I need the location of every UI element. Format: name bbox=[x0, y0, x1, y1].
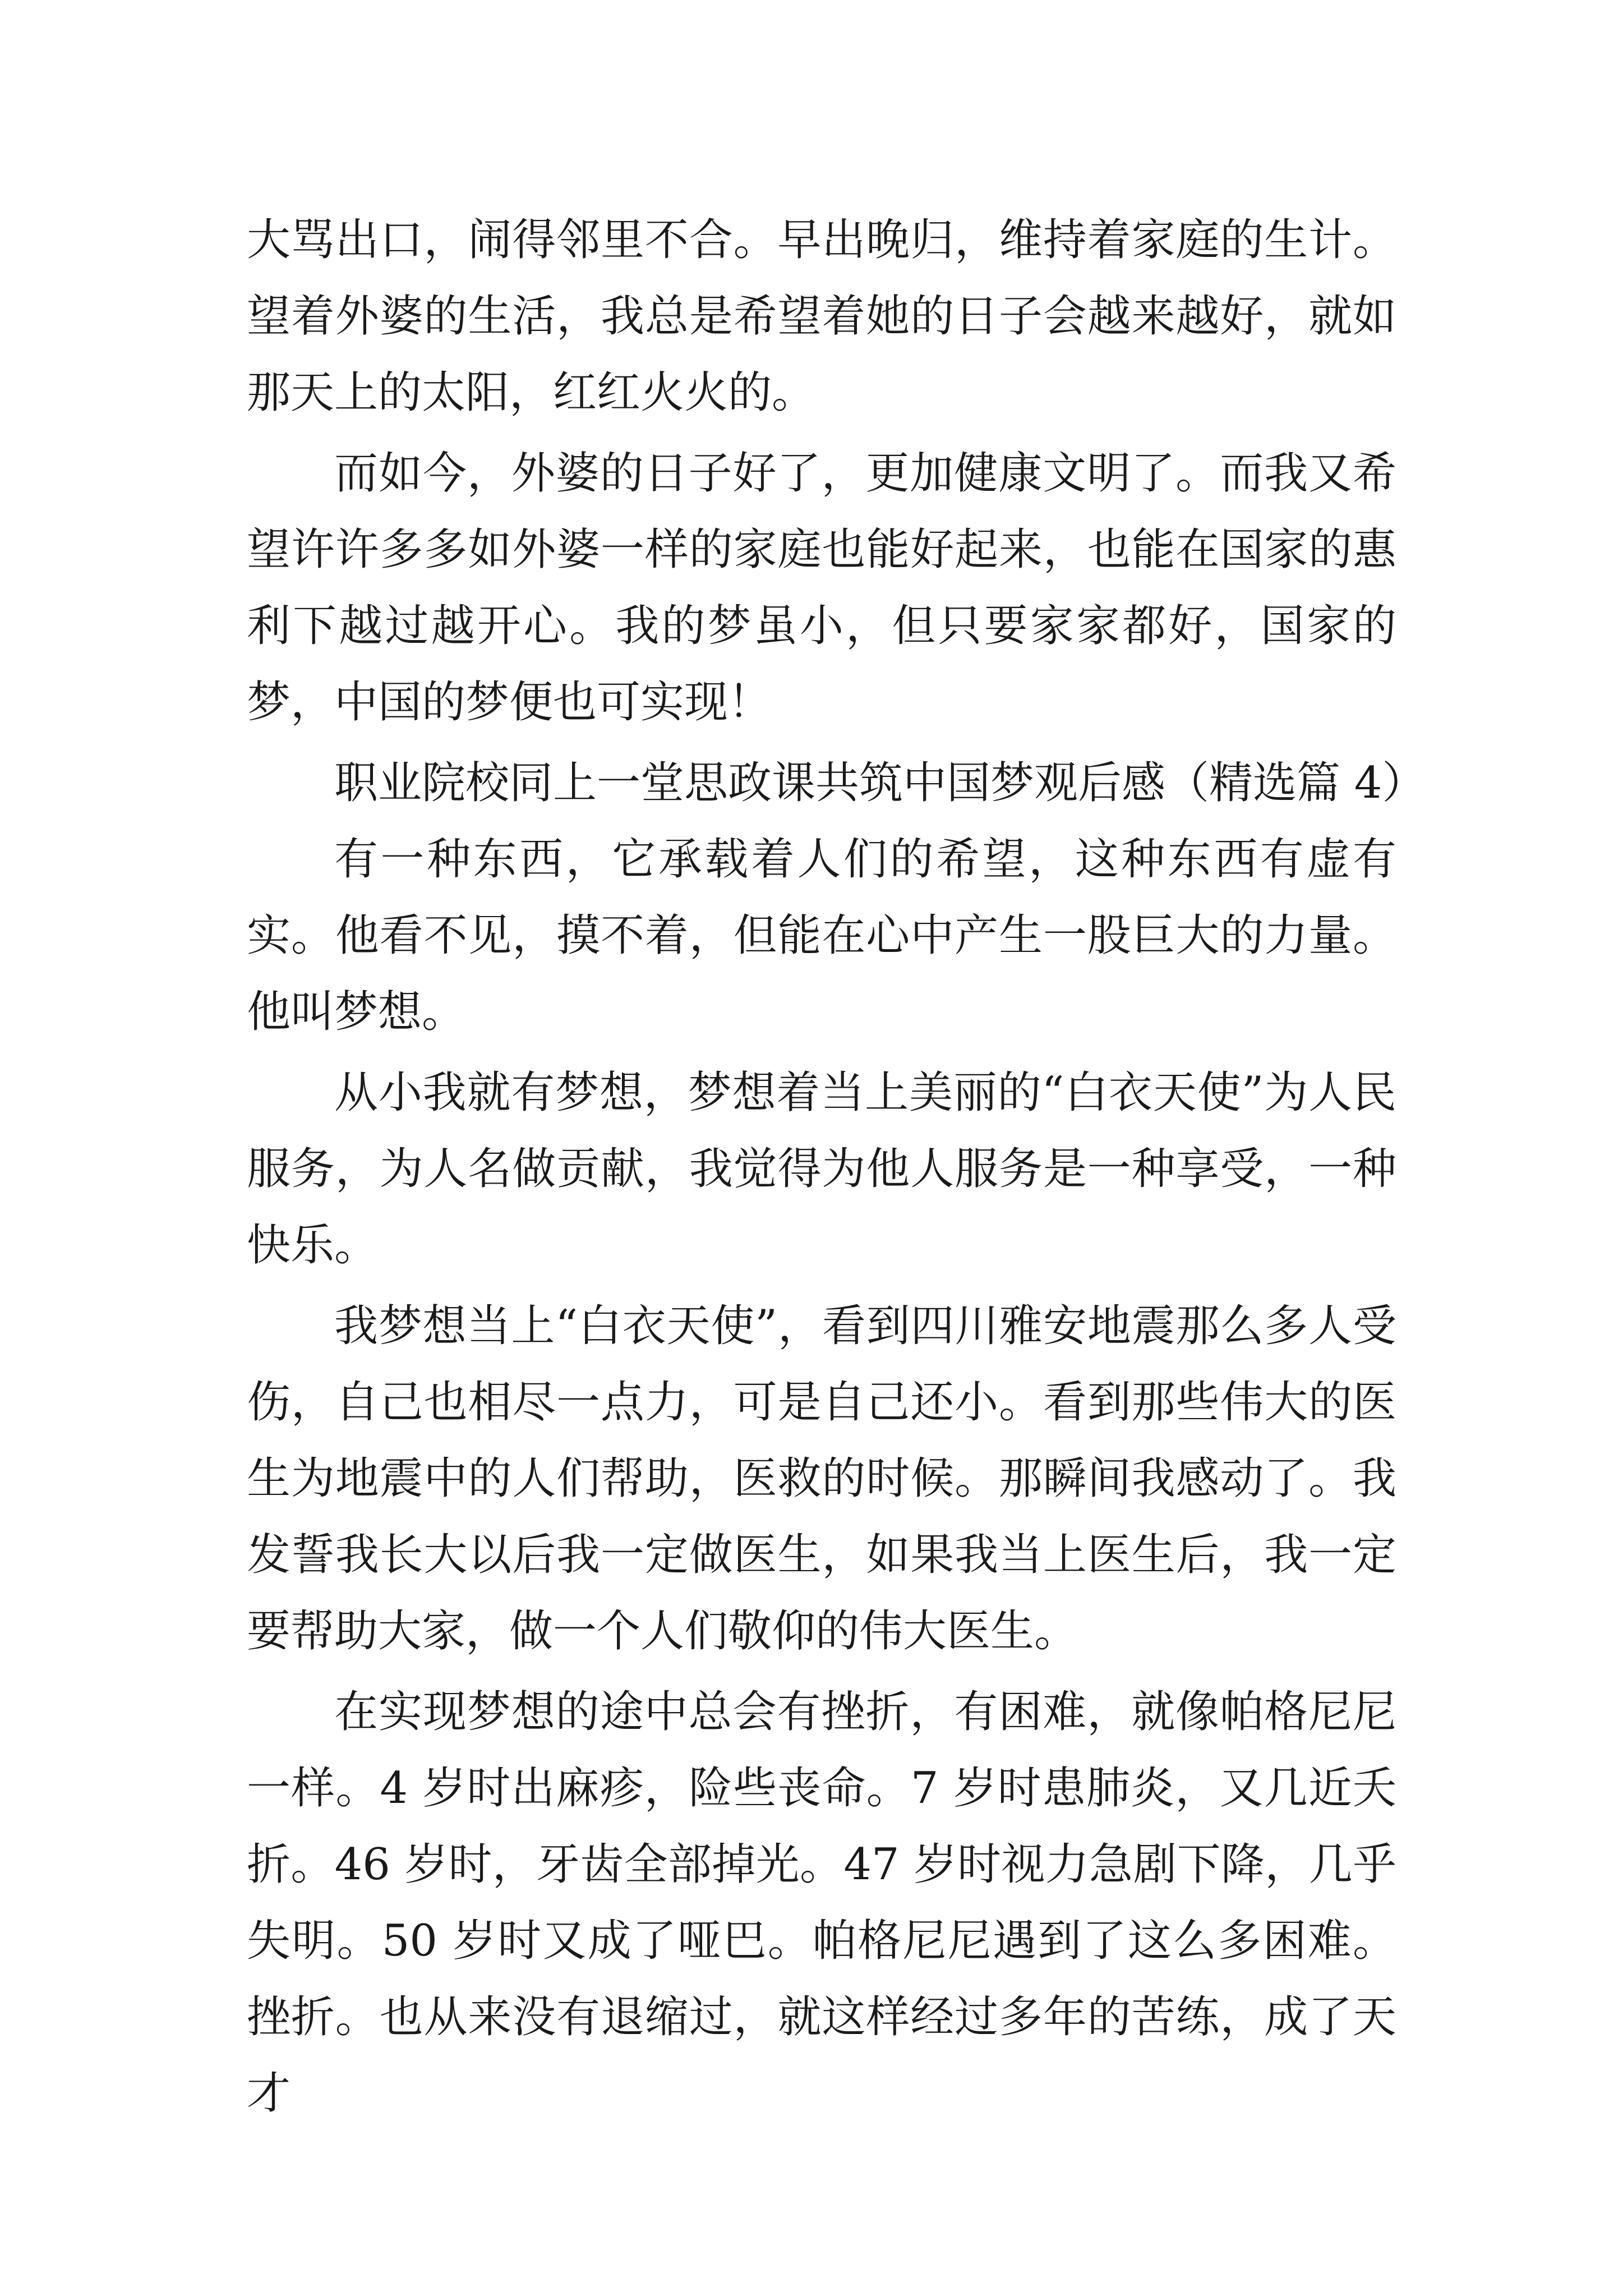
paragraph: 从小我就有梦想，梦想着当上美丽的“白衣天使”为人民服务，为人名做贡献，我觉得为他人服务是一种享受，一种快乐。 bbox=[247, 1068, 1396, 1271]
paragraph: 有一种东西，它承载着人们的希望，这种东西有虚有实。他看不见，摸不着，但能在心中产生一股巨大的力量。他叫梦想。 bbox=[247, 834, 1396, 1037]
paragraph: 在实现梦想的途中总会有挫折，有困难，就像帕格尼尼一样。4 岁时出麻疹，险些丧命。7 岁时患肺炎，又几近夭折。46 岁时，牙齿全部掉光。47 岁时视力急剧下降，几乎失明。50 岁时又成了哑巴。帕格尼尼遇到了这么多困难。挫折。也从来没有退缩过，就这样经过多年的苦练，成了天才 bbox=[247, 1687, 1396, 2119]
paragraph: 而如今，外婆的日子好了，更加健康文明了。而我又希望许许多多如外婆一样的家庭也能好起来，也能在国家的惠利下越过越开心。我的梦虽小，但只要家家都好，国家的梦，中国的梦便也可实现！ bbox=[247, 448, 1396, 728]
section-heading: 职业院校同上一堂思政课共筑中国梦观后感（精选篇 4） bbox=[334, 758, 1426, 808]
document-body bbox=[247, 202, 1426, 2136]
paragraph-continuation: 大骂出口，闹得邻里不合。早出晚归，维持着家庭的生计。望着外婆的生活，我总是希望着她的日子会越来越好，就如那天上的太阳，红红火火的。 bbox=[247, 215, 1396, 418]
paragraph: 我梦想当上“白衣天使”，看到四川雅安地震那么多人受伤，自己也相尽一点力，可是自己还小。看到那些伟大的医生为地震中的人们帮助，医救的时候。那瞬间我感动了。我发誓我长大以后我一定做医生，如果我当上医生后，我一定要帮助大家，做一个人们敬仰的伟大医生。 bbox=[247, 1301, 1396, 1657]
